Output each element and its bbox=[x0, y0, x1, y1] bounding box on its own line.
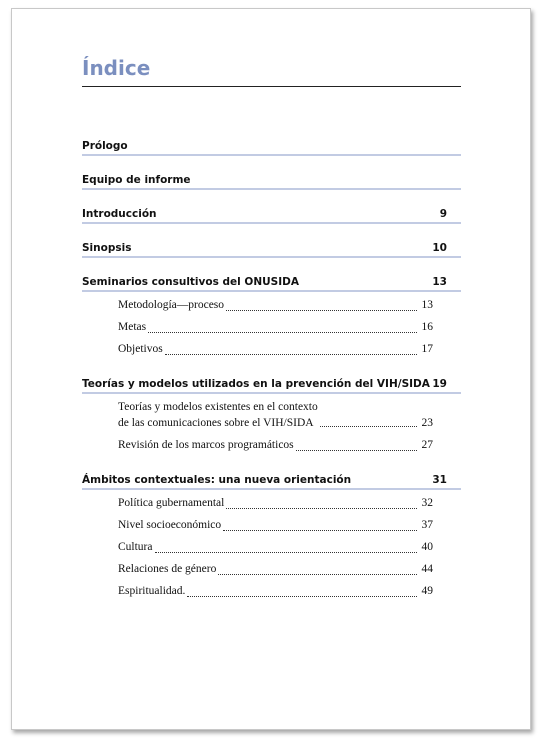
dot-leader bbox=[226, 296, 417, 311]
dot-leader bbox=[218, 560, 417, 575]
page-title: Índice bbox=[82, 56, 151, 80]
section-title: Equipo de informe bbox=[82, 174, 191, 186]
document-page bbox=[11, 8, 531, 730]
subentry-page-number: 40 bbox=[421, 541, 433, 553]
table-of-contents bbox=[82, 136, 461, 616]
subentry-title: Política gubernamental bbox=[118, 497, 225, 509]
toc-subentry[interactable] bbox=[118, 514, 433, 536]
toc-section[interactable] bbox=[82, 470, 461, 490]
toc-section[interactable] bbox=[82, 170, 461, 190]
toc-subentry[interactable] bbox=[118, 294, 433, 316]
section-title: Ámbitos contextuales: una nueva orientación bbox=[82, 474, 352, 486]
toc-section[interactable] bbox=[82, 136, 461, 156]
section-title: Introducción bbox=[82, 208, 157, 220]
dot-leader bbox=[187, 582, 417, 597]
toc-section[interactable] bbox=[82, 272, 461, 292]
toc-subentry[interactable] bbox=[118, 580, 433, 602]
section-page-number: 10 bbox=[432, 242, 447, 254]
subentry-title: Nivel socioeconómico bbox=[118, 519, 222, 531]
subentry-page-number: 49 bbox=[421, 585, 433, 597]
section-page-number: 13 bbox=[432, 276, 447, 288]
subentry-title-line: de las comunicaciones sobre el VIH/SIDA bbox=[118, 417, 314, 429]
subentry-page-number: 13 bbox=[421, 299, 433, 311]
toc-subentry[interactable] bbox=[118, 316, 433, 338]
toc-subentries bbox=[82, 492, 461, 602]
toc-subentry[interactable] bbox=[118, 434, 433, 456]
subentry-title: Metodología—proceso bbox=[118, 299, 225, 311]
subentry-title: Revisión de los marcos programáticos bbox=[118, 439, 294, 451]
toc-subentry[interactable] bbox=[118, 492, 433, 514]
subentry-title: Metas bbox=[118, 321, 147, 333]
subentry-page-number: 23 bbox=[421, 417, 433, 429]
dot-leader bbox=[226, 494, 417, 509]
subentry-title-line: Teorías y modelos existentes en el contexto bbox=[118, 401, 318, 413]
subentry-title: Objetivos bbox=[118, 343, 163, 355]
toc-section[interactable] bbox=[82, 374, 461, 394]
toc-section[interactable] bbox=[82, 204, 461, 224]
subentry-title: Espiritualidad. bbox=[118, 585, 186, 597]
dot-leader bbox=[148, 318, 417, 333]
subentry-title: Relaciones de género bbox=[118, 563, 217, 575]
dot-leader bbox=[320, 416, 417, 427]
toc-subentry[interactable] bbox=[118, 536, 433, 558]
toc-section[interactable] bbox=[82, 238, 461, 258]
toc-subentry[interactable] bbox=[118, 558, 433, 580]
dot-leader bbox=[165, 340, 417, 355]
subentry-page-number: 37 bbox=[421, 519, 433, 531]
subentry-page-number: 44 bbox=[421, 563, 433, 575]
toc-subentry[interactable] bbox=[118, 396, 433, 434]
section-page-number: 31 bbox=[432, 474, 447, 486]
subentry-title bbox=[118, 399, 318, 431]
subentry-page-number: 27 bbox=[421, 439, 433, 451]
section-title: Teorías y modelos utilizados en la prevención del VIH/SIDA bbox=[82, 378, 430, 390]
subentry-title: Cultura bbox=[118, 541, 153, 553]
section-title: Prólogo bbox=[82, 140, 128, 152]
subentry-page-number: 32 bbox=[421, 497, 433, 509]
subentry-page-number: 17 bbox=[421, 343, 433, 355]
subentry-page-number: 16 bbox=[421, 321, 433, 333]
dot-leader bbox=[155, 538, 418, 553]
toc-subentries bbox=[82, 294, 461, 360]
toc-subentry[interactable] bbox=[118, 338, 433, 360]
dot-leader bbox=[223, 516, 417, 531]
toc-subentries bbox=[82, 396, 461, 456]
section-title: Seminarios consultivos del ONUSIDA bbox=[82, 276, 299, 288]
section-page-number: 19 bbox=[432, 378, 447, 390]
section-page-number: 9 bbox=[439, 208, 447, 220]
dot-leader bbox=[296, 436, 417, 451]
title-underline bbox=[82, 86, 461, 87]
section-title: Sinopsis bbox=[82, 242, 132, 254]
